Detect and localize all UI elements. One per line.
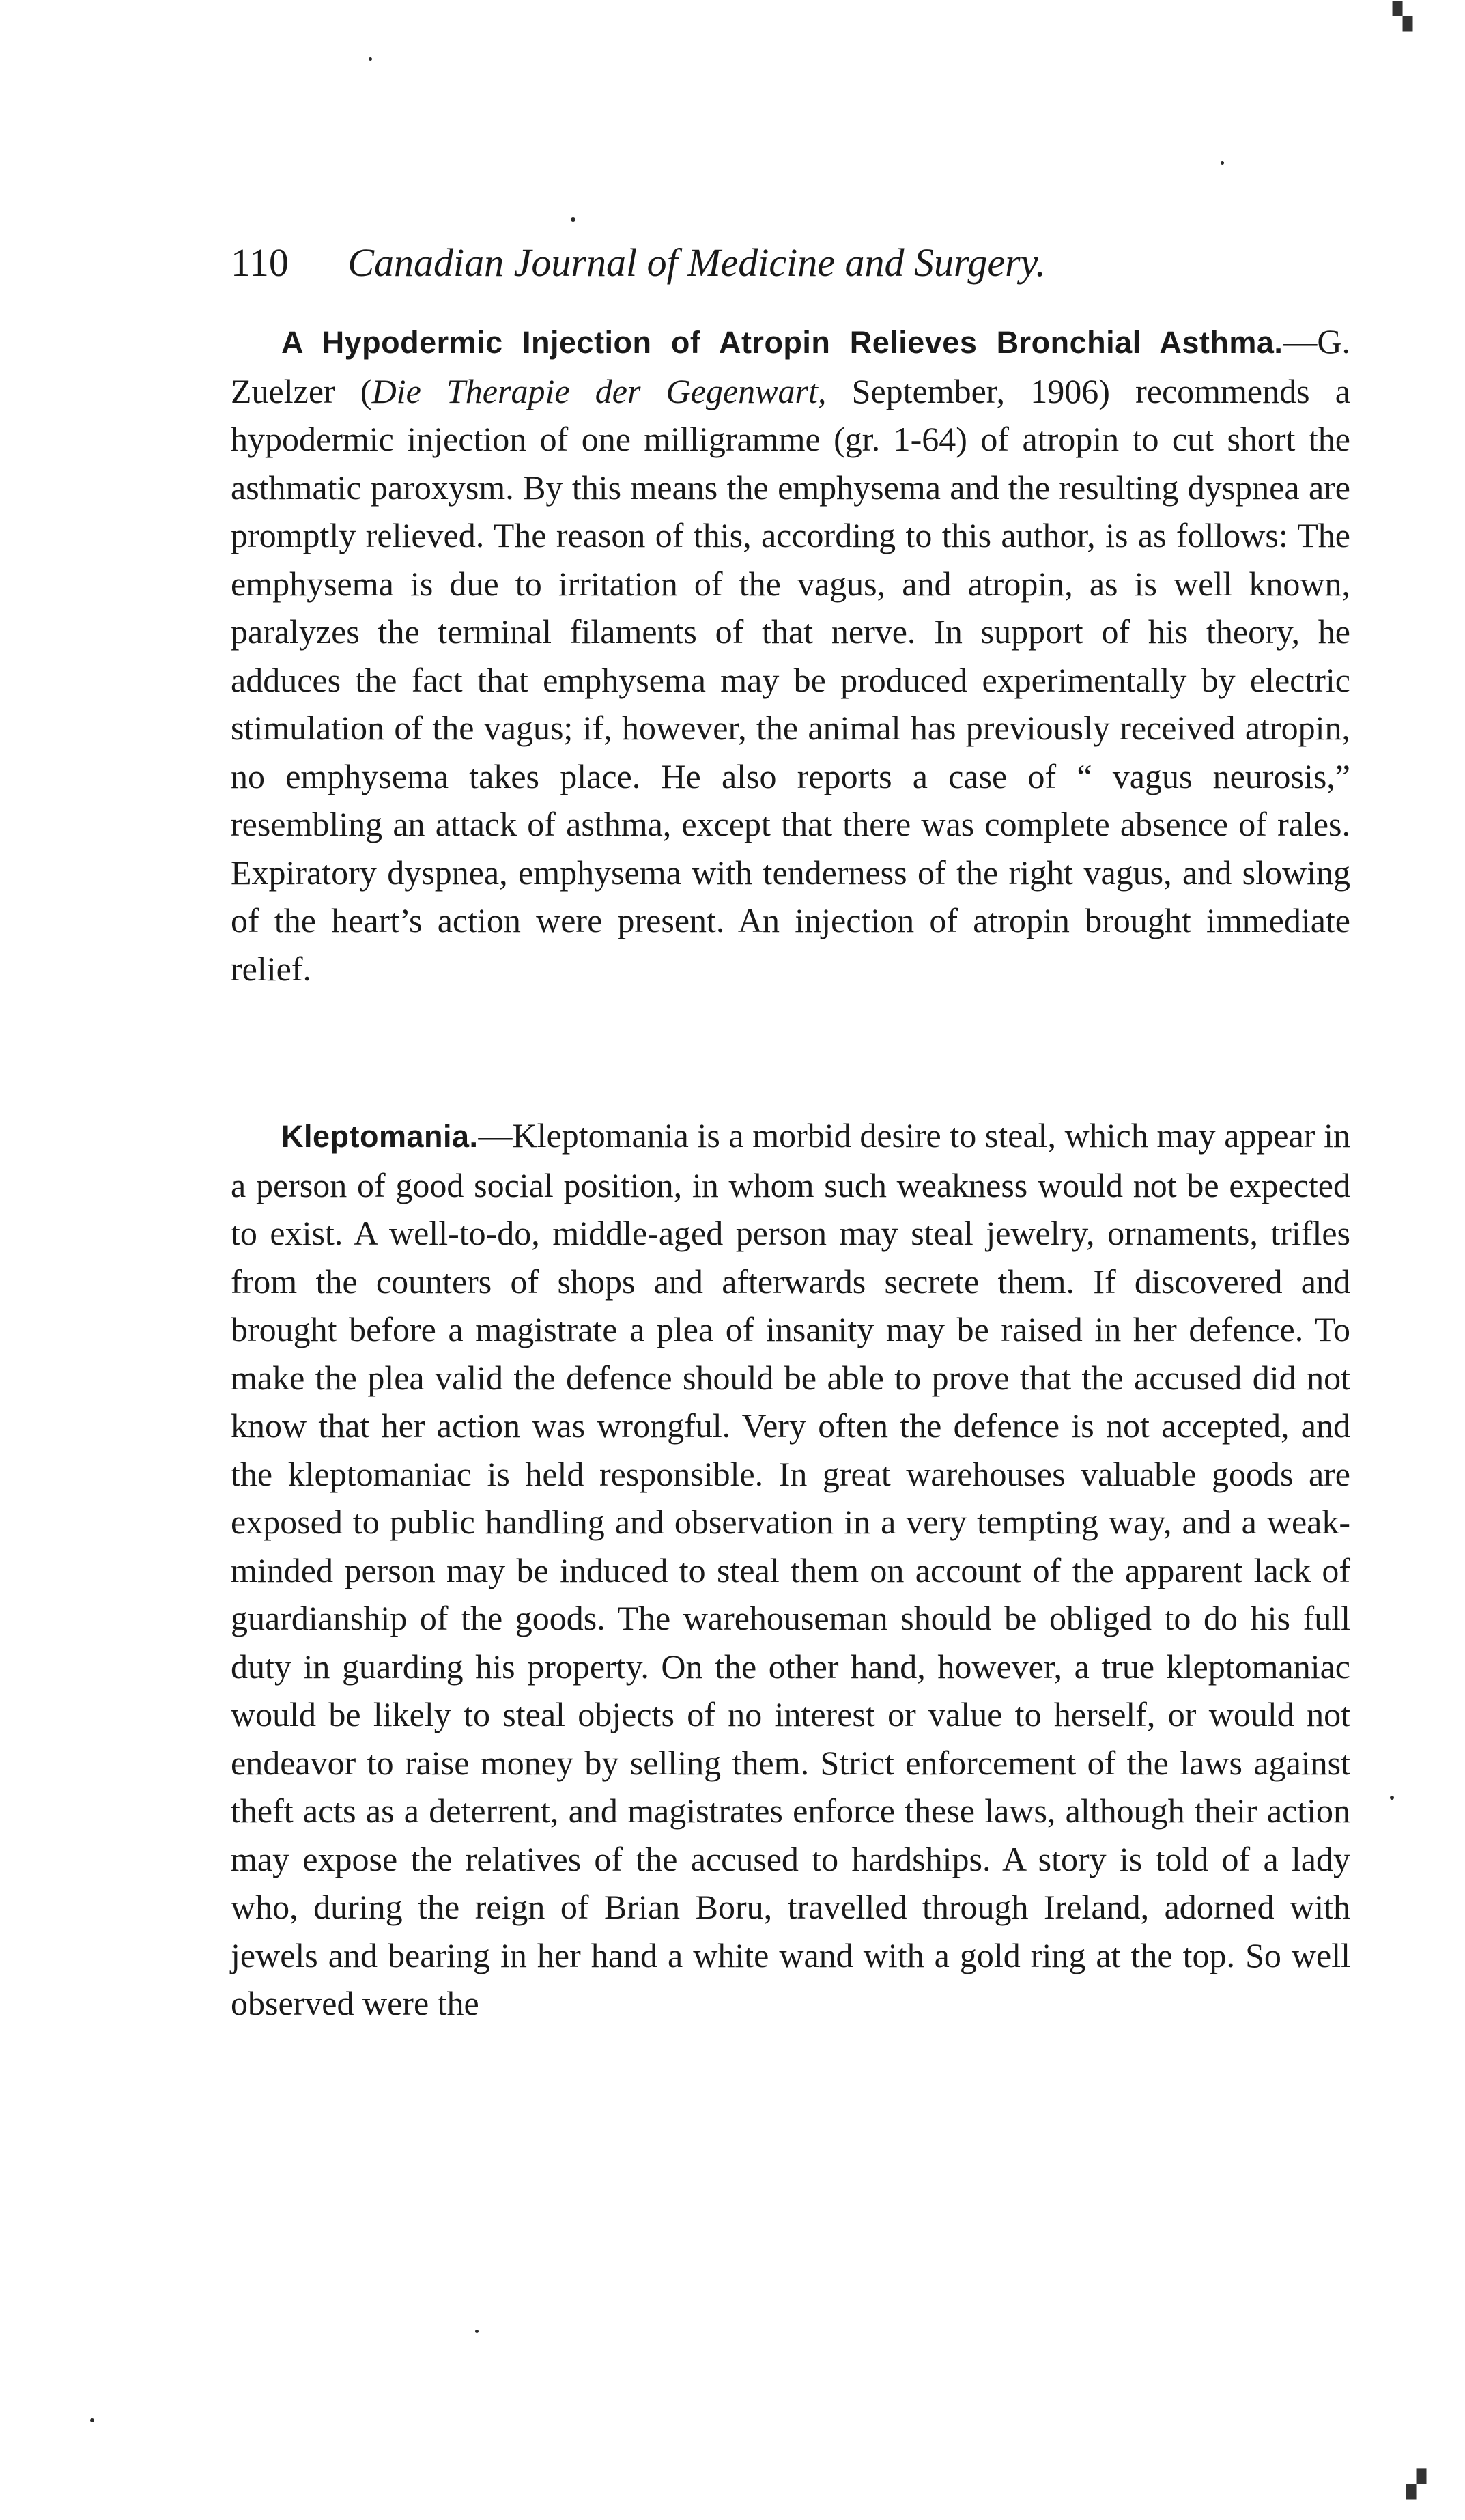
scan-speck	[475, 2330, 479, 2333]
scan-speck	[571, 217, 575, 222]
citation-title: Die Therapie der Gegenwart,	[371, 371, 827, 410]
scan-artifact-top-right: ▚	[1393, 1, 1413, 31]
article-body-intro: —G. Zuelzer (	[231, 322, 1350, 410]
journal-title: Canadian Journal of Medicine and Surgery.	[347, 240, 1046, 285]
scan-speck	[1221, 161, 1224, 165]
article-heading: A Hypodermic Injection of Atropin Relieves Bronchial Asthma.	[281, 325, 1283, 360]
scan-speck	[1390, 1796, 1394, 1800]
article-body: September, 1906) recommends a hypodermic injection of one milligramme (gr. 1-64) of atropin to cut short the asthmatic paroxysm. By this means the emphysema and the resulting dyspnea are promptly relieved. The reason of this, according to this author, is as follows: The emphysema is due to irritation of the vagus, and atropin, as is well known, paralyzes the terminal filaments of that nerve. In support of his theory, he adduces the fact that emphysema may be produced experimentally by electric stimulation of the vagus; if, however, the animal has previously received atropin, no emphysema takes place. He also reports a case of “ vagus neurosis,” resembling an attack of asthma, except that there was complete absence of rales. Expiratory dyspnea, emphysema with tenderness of the right vagus, and slowing of the heart’s action were present. An injection of atropin brought immediate relief.	[231, 371, 1351, 988]
article-heading: Kleptomania.	[281, 1119, 479, 1154]
scan-artifact-bottom-right: ▞	[1406, 2469, 1427, 2499]
page-number: 110	[231, 240, 289, 285]
article-atropin-asthma	[231, 317, 1350, 993]
running-header	[231, 236, 1350, 290]
scan-speck	[90, 2418, 94, 2422]
article-kleptomania	[231, 1112, 1350, 2028]
scan-speck	[369, 57, 372, 61]
article-body: —Kleptomania is a morbid desire to steal, which may appear in a person of good social position, in whom such weakness would not be expected to exist. A well-to-do, middle-aged person may steal jewelry, ornaments, trifles from the counters of shops and afterwards secrete them. If discovered and brought before a magistrate a plea of insanity may be raised in her defence. To make the plea valid the defence should be able to prove that the accused did not know that her action was wrongful. Very often the defence is not accepted, and the kleptomaniac is held responsible. In great warehouses valuable goods are exposed to public handling and observation in a very tempting way, and a weak-minded person may be induced to steal them on account of the apparent lack of guardianship of the goods. The warehouseman should be obliged to do his full duty in guarding his property. On the other hand, however, a true kleptomaniac would be likely to steal objects of no interest or value to herself, or would not endeavor to raise money by selling them. Strict enforcement of the laws against theft acts as a deterrent, and magistrates enforce these laws, although their action may expose the relatives of the accused to hardships. A story is told of a lady who, during the reign of Brian Boru, travelled through Ireland, adorned with jewels and bearing in her hand a white wand with a gold ring at the top. So well observed were the	[231, 1116, 1350, 2022]
